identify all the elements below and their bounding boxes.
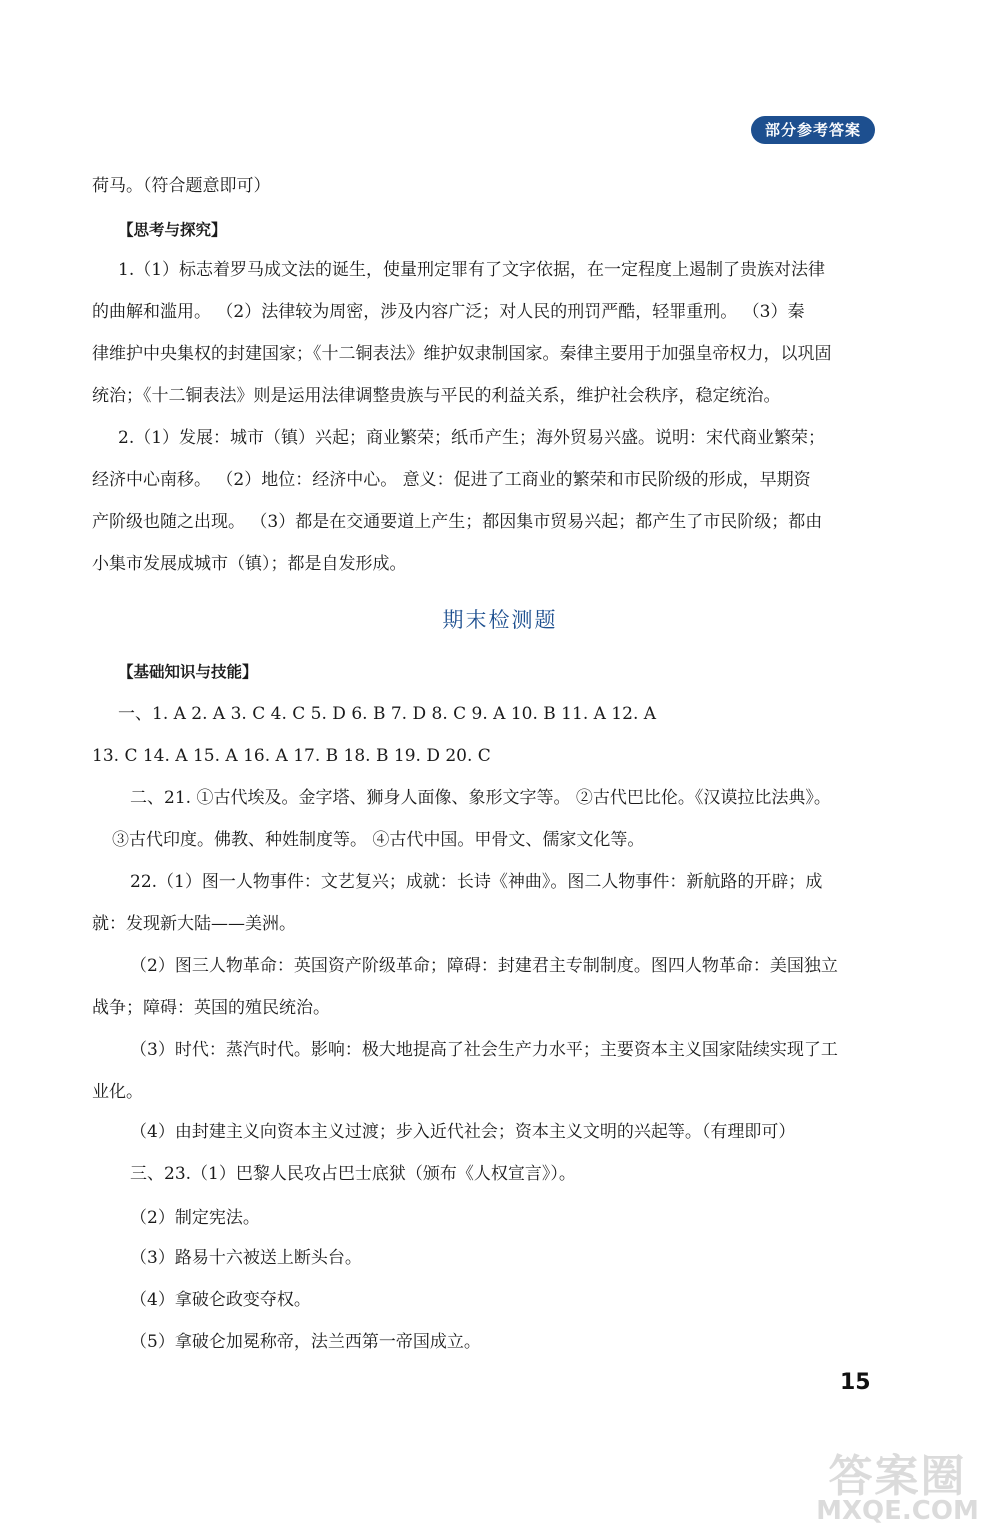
text-line: （4）由封建主义向资本主义过渡；步入近代社会；资本主义文明的兴起等。（有理即可） [130,1122,796,1142]
text-line: 一、1. A 2. A 3. C 4. C 5. D 6. B 7. D 8. C 9. A 10. B 11. A 12. A [118,704,657,724]
text-line: 三、23.（1）巴黎人民攻占巴士底狱（颁布《人权宣言》）。 [130,1164,576,1184]
page-number: 15 [840,1370,871,1395]
text-line: 业化。 [92,1082,143,1102]
text-line: 荷马。（符合题意即可） [92,176,271,196]
text-line: 小集市发展成城市（镇）；都是自发形成。 [92,554,407,574]
section-badge: 部分参考答案 [751,116,875,144]
text-line: 经济中心南移。 （2）地位：经济中心。 意义：促进了工商业的繁荣和市民阶级的形成，早期资 [92,470,811,490]
watermark-url: MXQE.COM [816,1496,979,1526]
text-line: （2）制定宪法。 [130,1208,260,1228]
text-line: 2.（1）发展：城市（镇）兴起；商业繁荣；纸币产生；海外贸易兴盛。说明：宋代商业繁荣； [118,428,826,448]
text-line: 13. C 14. A 15. A 16. A 17. B 18. B 19. D 20. C [92,746,491,766]
text-line: （5）拿破仑加冕称帝，法兰西第一帝国成立。 [130,1332,481,1352]
subheading: 【思考与探究】 [118,221,227,239]
text-line: 律维护中央集权的封建国家；《十二铜表法》维护奴隶制国家。秦律主要用于加强皇帝权力，以巩固 [92,344,832,364]
text-line: 就：发现新大陆——美洲。 [92,914,296,934]
text-line: 二、21. ①古代埃及。金字塔、狮身人面像、象形文字等。 ②古代巴比伦。《汉谟拉比法典》。 [130,788,831,808]
text-line: 战争；障碍：英国的殖民统治。 [92,998,330,1018]
text-line: 的曲解和滥用。 （2）法律较为周密，涉及内容广泛；对人民的刑罚严酷，轻罪重刑。 （3）秦 [92,302,805,322]
text-line: （3）路易十六被送上断头台。 [130,1248,362,1268]
subheading: 【基础知识与技能】 [118,663,258,681]
text-line: 统治；《十二铜表法》则是运用法律调整贵族与平民的利益关系，维护社会秩序，稳定统治。 [92,386,781,406]
section-title: 期末检测题 [442,608,558,632]
watermark-text: 答案圈 [828,1451,967,1502]
text-line: 产阶级也随之出现。 （3）都是在交通要道上产生；都因集市贸易兴起；都产生了市民阶级；都由 [92,512,823,532]
text-line: （4）拿破仑政变夺权。 [130,1290,311,1310]
text-line: （3）时代：蒸汽时代。影响：极大地提高了社会生产力水平；主要资本主义国家陆续实现了工 [130,1040,838,1060]
text-line: 1.（1）标志着罗马成文法的诞生，使量刑定罪有了文字依据，在一定程度上遏制了贵族对法律 [118,260,826,280]
text-line: （2）图三人物革命：英国资产阶级革命；障碍：封建君主专制制度。图四人物革命：美国独立 [130,956,838,976]
watermark-logo [795,1440,1000,1528]
text-line: ③古代印度。佛教、种姓制度等。 ④古代中国。甲骨文、儒家文化等。 [112,830,645,850]
text-line: 22.（1）图一人物事件：文艺复兴；成就：长诗《神曲》。图二人物事件：新航路的开辟；成 [130,872,823,892]
